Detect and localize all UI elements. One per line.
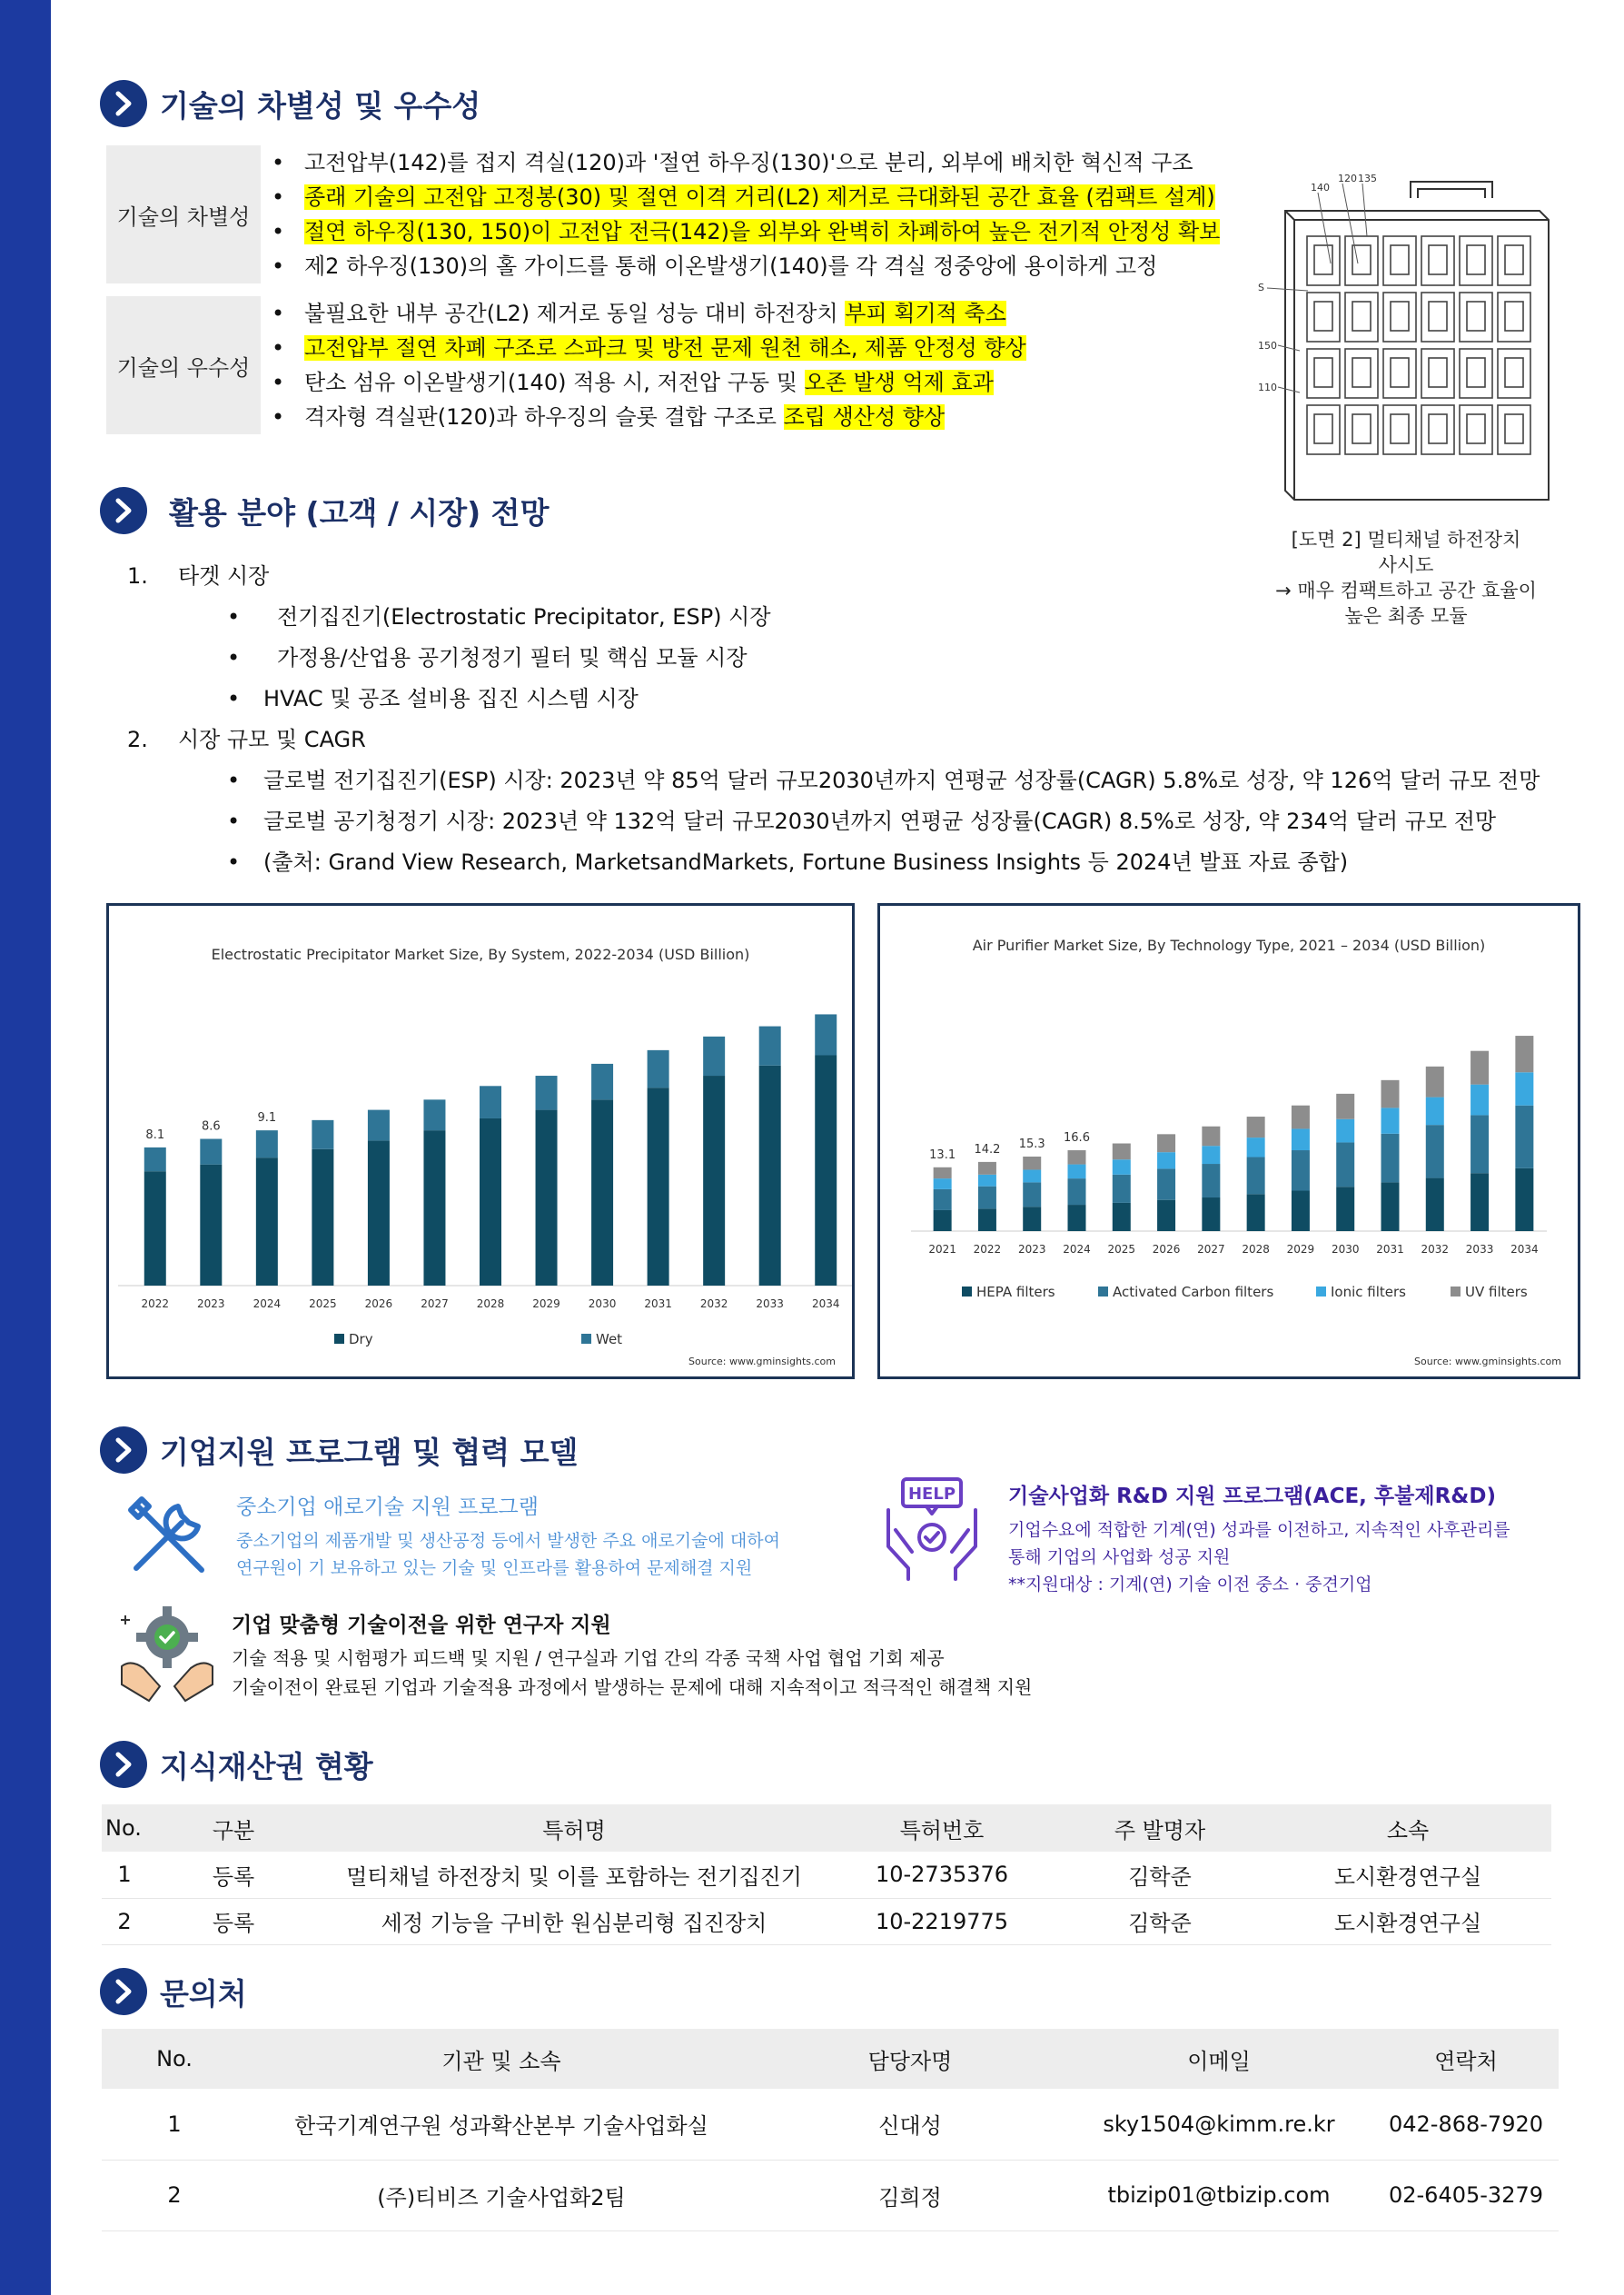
drawing-caption: [도면 2] 멀티채널 하전장치 사시도 → 매우 컴팩트하고 공간 효율이 높은 최종 모듈 — [1275, 529, 1537, 627]
tick-label: 2032 — [699, 1297, 728, 1310]
table-header: 구분 — [147, 1804, 320, 1852]
section-features-header — [100, 80, 480, 127]
drawing-cell — [1383, 293, 1416, 342]
drawing-cell — [1460, 293, 1492, 342]
legend-swatch — [1098, 1287, 1108, 1297]
bar-segment — [312, 1149, 333, 1286]
air-purifier-chart — [877, 903, 1580, 1379]
bar-segment — [1023, 1169, 1041, 1182]
bar-segment — [1515, 1168, 1533, 1231]
section-title: 문의처 — [160, 1975, 247, 2012]
tick-label: 2031 — [644, 1297, 672, 1310]
table-header: No. — [102, 1804, 147, 1852]
bar-segment — [591, 1064, 613, 1099]
bar-segment — [144, 1171, 166, 1286]
bar-segment — [1515, 1072, 1533, 1105]
legend-swatch — [1316, 1287, 1326, 1297]
bar-segment — [1381, 1182, 1400, 1231]
drawing-cell — [1383, 349, 1416, 398]
drawing-cell — [1307, 293, 1340, 342]
bar-segment — [1471, 1115, 1489, 1173]
section-programs-header — [100, 1426, 578, 1474]
drawing-cell — [1345, 236, 1378, 285]
drawing-cell-inner — [1429, 245, 1447, 274]
exc-item: • 격자형 격실판(120)과 하우징의 슬롯 결합 구조로 조립 생산성 향상 — [261, 400, 1026, 434]
drawing-cell-inner — [1505, 414, 1523, 443]
bar-segment — [759, 1027, 781, 1066]
exc-group — [106, 296, 1233, 434]
target-item: • 가정용/산업용 공기청정기 필터 및 핵심 모듈 시장 — [127, 638, 1580, 679]
bar-segment — [423, 1130, 445, 1286]
bar-segment — [1113, 1203, 1131, 1231]
tick-label: 2022 — [141, 1297, 170, 1310]
tick-label: 2023 — [1017, 1243, 1046, 1256]
bar-segment — [1023, 1182, 1041, 1207]
table-header: 특허번호 — [828, 1804, 1055, 1852]
table-row — [102, 2089, 1559, 2160]
table-cell: 멀티채널 하전장치 및 이를 포함하는 전기집진기 — [320, 1852, 828, 1898]
bar-segment — [1426, 1067, 1444, 1098]
chevron-right-icon — [100, 1968, 147, 2015]
legend-label: HEPA filters — [976, 1284, 1055, 1300]
help-hands-icon — [881, 1474, 983, 1583]
bar-segment — [536, 1110, 558, 1286]
phone-number: 02-6405-3279 — [1373, 2160, 1559, 2230]
bar-segment — [1292, 1106, 1310, 1129]
program-desc: 연구원이 기 보유하고 있는 기술 및 인프라를 활용하여 문제해결 지원 — [236, 1558, 753, 1578]
chart-title: Air Purifier Market Size, By Technology Type, 2021 – 2034 (USD Billion) — [972, 937, 1486, 954]
drawing-cell-inner — [1505, 245, 1523, 274]
drawing-cell-inner — [1352, 302, 1371, 331]
bar-segment — [934, 1167, 952, 1178]
table-header: 소속 — [1264, 1804, 1551, 1852]
email-link[interactable]: tbizip01@tbizip.com — [1065, 2160, 1373, 2230]
table-cell: 10-2735376 — [828, 1852, 1055, 1898]
section-contact-header — [100, 1968, 247, 2015]
table-cell: 도시환경연구실 — [1264, 1898, 1551, 1944]
bar-segment — [1023, 1207, 1041, 1231]
bar-segment — [1068, 1178, 1086, 1205]
table-cell: 김학준 — [1055, 1898, 1264, 1944]
contact-table — [102, 2029, 1559, 2231]
table-cell: 신대성 — [756, 2089, 1065, 2160]
bar-segment — [978, 1187, 996, 1209]
patent-drawing — [1258, 164, 1558, 518]
bar-segment — [256, 1157, 278, 1286]
target-heading: 1. 타겟 시장 — [127, 563, 270, 589]
tick-label: 2032 — [1421, 1243, 1450, 1256]
bar-segment — [934, 1189, 952, 1210]
diff-item: • 제2 하우징(130)의 홀 가이드를 통해 이온발생기(140)를 각 격실 정중앙에 용이하게 고정 — [261, 249, 1220, 283]
size-item: • 글로벌 공기청정기 시장: 2023년 약 132억 달러 규모2030년까지 연평균 성장률(CAGR) 8.5%로 성장, 약 234억 달러 규모 전망 — [127, 801, 1580, 842]
program-desc: 기술 적용 및 시험평가 피드백 및 지원 / 연구실과 기업 간의 각종 국책 사업 협업 기회 제공 — [232, 1647, 945, 1669]
bar-segment — [1471, 1085, 1489, 1116]
bar-segment — [978, 1162, 996, 1175]
tick-label: 2029 — [532, 1297, 560, 1310]
email-link[interactable]: sky1504@kimm.re.kr — [1065, 2089, 1373, 2160]
bar-segment — [480, 1118, 501, 1286]
table-row — [102, 1898, 1551, 1944]
bar-segment — [648, 1050, 669, 1088]
table-cell: 도시환경연구실 — [1264, 1852, 1551, 1898]
table-row — [102, 2160, 1559, 2230]
tick-label: 2022 — [973, 1243, 1002, 1256]
bar-segment — [1202, 1127, 1220, 1146]
table-header: 주 발명자 — [1055, 1804, 1264, 1852]
bar-segment — [1247, 1117, 1265, 1138]
bar-segment — [1515, 1106, 1533, 1168]
exc-item: • 탄소 섬유 이온발생기(140) 적용 시, 저전압 구동 및 오존 발생 억제 효과 — [261, 365, 1026, 400]
chevron-right-icon — [100, 487, 147, 534]
air-purifier-chart-svg — [880, 906, 1578, 1376]
drawing-cell-inner — [1391, 358, 1409, 387]
data-label: 14.2 — [974, 1142, 1001, 1157]
bar-segment — [934, 1210, 952, 1231]
drawing-cell — [1498, 293, 1530, 342]
drawing-cell — [1498, 405, 1530, 454]
market-outline — [127, 556, 1580, 883]
table-cell: 세정 기능을 구비한 원심분리형 집진장치 — [320, 1898, 828, 1944]
exc-list — [261, 296, 1026, 434]
tick-label: 2027 — [421, 1297, 449, 1310]
legend-swatch — [334, 1334, 344, 1344]
table-cell: 등록 — [147, 1852, 320, 1898]
drawing-cell-inner — [1391, 245, 1409, 274]
bar-segment — [1336, 1142, 1354, 1187]
tools-icon — [118, 1486, 218, 1586]
drawing-cell — [1421, 293, 1454, 342]
bar-segment — [1336, 1094, 1354, 1119]
tick-label: 2028 — [1242, 1243, 1270, 1256]
bar-segment — [1023, 1157, 1041, 1169]
exc-label: 기술의 우수성 — [106, 296, 261, 434]
table-header: 특허명 — [320, 1804, 828, 1852]
bar-segment — [1471, 1173, 1489, 1231]
table-header-row — [102, 1804, 1551, 1852]
tick-label: 2028 — [476, 1297, 505, 1310]
drawing-cell — [1383, 405, 1416, 454]
drawing-cell-inner — [1314, 414, 1332, 443]
bar-segment — [1381, 1108, 1400, 1133]
drawing-cell-inner — [1467, 414, 1485, 443]
bar-segment — [536, 1076, 558, 1110]
size-item: • 글로벌 전기집진기(ESP) 시장: 2023년 약 85억 달러 규모2030년까지 연평균 성장률(CAGR) 5.8%로 성장, 약 126억 달러 규모 전망 — [127, 760, 1580, 801]
drawing-cell-inner — [1314, 358, 1332, 387]
diff-item: • 고전압부(142)를 접지 격실(120)과 '절연 하우징(130)'으로 분리, 외부에 배치한 혁신적 구조 — [261, 145, 1220, 180]
section-title: 기술의 차별성 및 우수성 — [160, 87, 481, 124]
data-label: 8.6 — [201, 1119, 221, 1134]
drawing-label: 120 — [1338, 173, 1357, 184]
phone-number: 042-868-7920 — [1373, 2089, 1559, 2160]
bar-segment — [1113, 1159, 1131, 1175]
table-cell: 10-2219775 — [828, 1898, 1055, 1944]
bar-segment — [1068, 1165, 1086, 1179]
table-header: No. — [102, 2029, 247, 2089]
drawing-cell-inner — [1467, 245, 1485, 274]
bar-segment — [368, 1110, 390, 1141]
bar-segment — [1292, 1191, 1310, 1231]
drawing-cell-inner — [1429, 414, 1447, 443]
bar-segment — [1113, 1175, 1131, 1203]
bar-segment — [1515, 1036, 1533, 1072]
bar-segment — [1336, 1119, 1354, 1143]
chart-source: Source: www.gminsights.com — [688, 1356, 836, 1367]
bar-segment — [1247, 1138, 1265, 1157]
table-cell: (주)티비즈 기술사업화2팀 — [247, 2160, 756, 2230]
bar-segment — [1292, 1128, 1310, 1150]
gear-hands-icon — [113, 1603, 222, 1704]
bar-segment — [1068, 1205, 1086, 1231]
drawing-cell — [1498, 236, 1530, 285]
size-heading: 2. 시장 규모 및 CAGR — [127, 727, 366, 752]
drawing-cell — [1307, 405, 1340, 454]
program-1 — [236, 1490, 780, 1582]
tick-label: 2026 — [1152, 1243, 1181, 1256]
table-cell: 김희정 — [756, 2160, 1065, 2230]
exc-item: • 고전압부 절연 차폐 구조로 스파크 및 방전 문제 원천 해소, 제품 안정성 향상 — [261, 331, 1026, 365]
program-2 — [1008, 1479, 1510, 1598]
tick-label: 2025 — [309, 1297, 337, 1310]
esp-chart — [106, 903, 855, 1379]
bar-segment — [934, 1178, 952, 1189]
target-item: • 전기집진기(Electrostatic Precipitator, ESP) 시장 — [127, 597, 1580, 638]
bar-segment — [1157, 1168, 1175, 1199]
bar-segment — [368, 1140, 390, 1286]
bar-segment — [1202, 1197, 1220, 1231]
bar-segment — [480, 1086, 501, 1118]
drawing-cell-inner — [1391, 414, 1409, 443]
bar-segment — [1336, 1187, 1354, 1231]
program-3 — [232, 1608, 1032, 1702]
esp-chart-svg — [109, 906, 852, 1376]
bar-segment — [1157, 1152, 1175, 1168]
bar-segment — [256, 1130, 278, 1157]
legend-label: Dry — [349, 1331, 373, 1347]
drawing-cell — [1307, 236, 1340, 285]
data-label: 15.3 — [1018, 1137, 1045, 1151]
diff-item: • 절연 하우징(130, 150)이 고전압 전극(142)을 외부와 완벽히 차폐하여 높은 전기적 안정성 확보 — [261, 214, 1220, 249]
drawing-cell — [1421, 405, 1454, 454]
drawing-label: 150 — [1258, 340, 1277, 352]
program-title: 중소기업 애로기술 지원 프로그램 — [236, 1495, 539, 1519]
chart-source: Source: www.gminsights.com — [1414, 1356, 1561, 1367]
chevron-right-icon — [100, 1741, 147, 1788]
chevron-right-icon — [100, 80, 147, 127]
drawing-cell — [1345, 405, 1378, 454]
diff-label: 기술의 차별성 — [106, 145, 261, 283]
bar-segment — [591, 1099, 613, 1286]
diff-list — [261, 145, 1220, 283]
legend-label: UV filters — [1465, 1284, 1528, 1300]
tick-label: 2030 — [1331, 1243, 1360, 1256]
tick-label: 2024 — [253, 1297, 282, 1310]
tick-label: 2024 — [1063, 1243, 1091, 1256]
drawing-cell — [1345, 293, 1378, 342]
bar-segment — [1381, 1134, 1400, 1183]
bar-segment — [200, 1139, 222, 1165]
tick-label: 2026 — [364, 1297, 393, 1310]
drawing-cell-inner — [1429, 302, 1447, 331]
legend-label: Activated Carbon filters — [1113, 1284, 1274, 1300]
drawing-cell — [1460, 236, 1492, 285]
tick-label: 2023 — [197, 1297, 225, 1310]
diff-item: • 종래 기술의 고전압 고정봉(30) 및 절연 이격 거리(L2) 제거로 극대화된 공간 효율 (컴팩트 설계) — [261, 180, 1220, 214]
program-title: 기업 맞춤형 기술이전을 위한 연구자 지원 — [232, 1614, 611, 1637]
drawing-label: S — [1258, 282, 1264, 293]
program-desc: 중소기업의 제품개발 및 생산공정 등에서 발생한 주요 애로기술에 대하여 — [236, 1531, 780, 1551]
bar-segment — [423, 1099, 445, 1130]
drawing-cell — [1498, 349, 1530, 398]
size-item: • (출처: Grand View Research, MarketsandMarkets, Fortune Business Insights 등 2024년 발표 자료 종합) — [127, 842, 1580, 883]
table-cell: 1 — [102, 1852, 147, 1898]
drawing-cell-inner — [1391, 302, 1409, 331]
bar-segment — [200, 1165, 222, 1286]
drawing-cell-inner — [1505, 302, 1523, 331]
drawing-cell — [1345, 349, 1378, 398]
table-header: 연락처 — [1373, 2029, 1559, 2089]
bar-segment — [1068, 1150, 1086, 1165]
drawing-label: 140 — [1311, 182, 1330, 194]
data-label: 13.1 — [929, 1148, 956, 1162]
table-row — [102, 1852, 1551, 1898]
left-accent-bar — [0, 0, 51, 2295]
bar-segment — [815, 1014, 837, 1055]
bar-segment — [978, 1175, 996, 1187]
bar-segment — [815, 1056, 837, 1287]
drawing-cell-inner — [1314, 302, 1332, 331]
target-item: • HVAC 및 공조 설비용 집진 시스템 시장 — [127, 679, 1580, 720]
tick-label: 2025 — [1107, 1243, 1136, 1256]
table-cell: 1 — [102, 2089, 247, 2160]
diff-group — [106, 145, 1233, 283]
bar-segment — [759, 1066, 781, 1286]
help-icon-text: HELP — [907, 1485, 956, 1504]
drawing-label: 110 — [1258, 382, 1277, 393]
table-cell: 2 — [102, 2160, 247, 2230]
bar-segment — [703, 1076, 725, 1286]
tick-label: 2033 — [1465, 1243, 1494, 1256]
table-header-row — [102, 2029, 1559, 2089]
drawing-label: 135 — [1358, 173, 1377, 184]
bar-segment — [1157, 1134, 1175, 1152]
bar-segment — [1426, 1178, 1444, 1231]
drawing-cell — [1383, 236, 1416, 285]
program-desc: **지원대상 : 기계(연) 기술 이전 중소 · 중견기업 — [1008, 1575, 1372, 1595]
legend-swatch — [581, 1334, 591, 1344]
program-title: 기술사업화 R&D 지원 프로그램(ACE, 후불제R&D) — [1008, 1485, 1496, 1508]
section-market-header — [100, 487, 549, 534]
drawing-cell — [1307, 349, 1340, 398]
drawing-cell-inner — [1352, 414, 1371, 443]
section-title: 지식재산권 현황 — [160, 1748, 373, 1784]
drawing-cell-inner — [1429, 358, 1447, 387]
drawing-cell — [1460, 349, 1492, 398]
drawing-cell-inner — [1467, 302, 1485, 331]
chevron-right-icon — [100, 1426, 147, 1474]
bar-segment — [1381, 1080, 1400, 1108]
tick-label: 2029 — [1286, 1243, 1315, 1256]
bar-segment — [1202, 1164, 1220, 1197]
drawing-cell — [1421, 349, 1454, 398]
legend-swatch — [962, 1287, 972, 1297]
tick-label: 2034 — [811, 1297, 840, 1310]
bar-segment — [978, 1208, 996, 1231]
table-cell: 등록 — [147, 1898, 320, 1944]
drawing-cell — [1460, 405, 1492, 454]
bar-segment — [1113, 1144, 1131, 1160]
legend-swatch — [1451, 1287, 1461, 1297]
tick-label: 2030 — [588, 1297, 617, 1310]
bar-segment — [1426, 1098, 1444, 1126]
drawing-cell-inner — [1467, 358, 1485, 387]
program-desc: 기술이전이 완료된 기업과 기술적용 과정에서 발생하는 문제에 대해 지속적이고 적극적인 해결책 지원 — [232, 1676, 1033, 1698]
bar-segment — [312, 1120, 333, 1149]
bar-segment — [1157, 1200, 1175, 1231]
data-label: 8.1 — [145, 1128, 165, 1142]
program-desc: 기업수요에 적합한 기계(연) 성과를 이전하고, 지속적인 사후관리를 — [1008, 1520, 1510, 1540]
tick-label: 2031 — [1376, 1243, 1404, 1256]
section-title: 기업지원 프로그램 및 협력 모델 — [160, 1434, 579, 1470]
tick-label: 2027 — [1197, 1243, 1225, 1256]
data-label: 16.6 — [1064, 1131, 1090, 1146]
tick-label: 2033 — [756, 1297, 784, 1310]
drawing-cell-inner — [1352, 358, 1371, 387]
bar-segment — [1292, 1150, 1310, 1190]
table-cell: 2 — [102, 1898, 147, 1944]
tick-label: 2021 — [928, 1243, 956, 1256]
table-header: 기관 및 소속 — [247, 2029, 756, 2089]
section-title: 활용 분야 (고객 / 시장) 전망 — [169, 494, 550, 531]
chart-title: Electrostatic Precipitator Market Size, By System, 2022-2034 (USD Billion) — [211, 946, 750, 963]
legend-label: Ionic filters — [1331, 1284, 1406, 1300]
bar-segment — [1471, 1051, 1489, 1085]
bar-segment — [1247, 1194, 1265, 1231]
bar-segment — [648, 1088, 669, 1286]
bar-segment — [1202, 1146, 1220, 1164]
features-table — [106, 145, 1233, 447]
tick-label: 2034 — [1510, 1243, 1539, 1256]
data-label: 9.1 — [257, 1111, 277, 1126]
bar-segment — [144, 1148, 166, 1171]
legend-label: Wet — [596, 1331, 623, 1347]
exc-item: • 불필요한 내부 공간(L2) 제거로 동일 성능 대비 하전장치 부피 획기적 축소 — [261, 296, 1026, 331]
ip-table — [102, 1804, 1551, 1945]
table-cell: 한국기계연구원 성과확산본부 기술사업화실 — [247, 2089, 756, 2160]
bar-segment — [1426, 1125, 1444, 1177]
drawing-cell — [1421, 236, 1454, 285]
drawing-cell-inner — [1505, 358, 1523, 387]
table-cell: 김학준 — [1055, 1852, 1264, 1898]
program-desc: 통해 기업의 사업화 성공 지원 — [1008, 1547, 1231, 1567]
table-header: 이메일 — [1065, 2029, 1373, 2089]
table-header: 담당자명 — [756, 2029, 1065, 2089]
bar-segment — [703, 1037, 725, 1076]
section-ip-header — [100, 1741, 373, 1788]
bar-segment — [1247, 1157, 1265, 1195]
